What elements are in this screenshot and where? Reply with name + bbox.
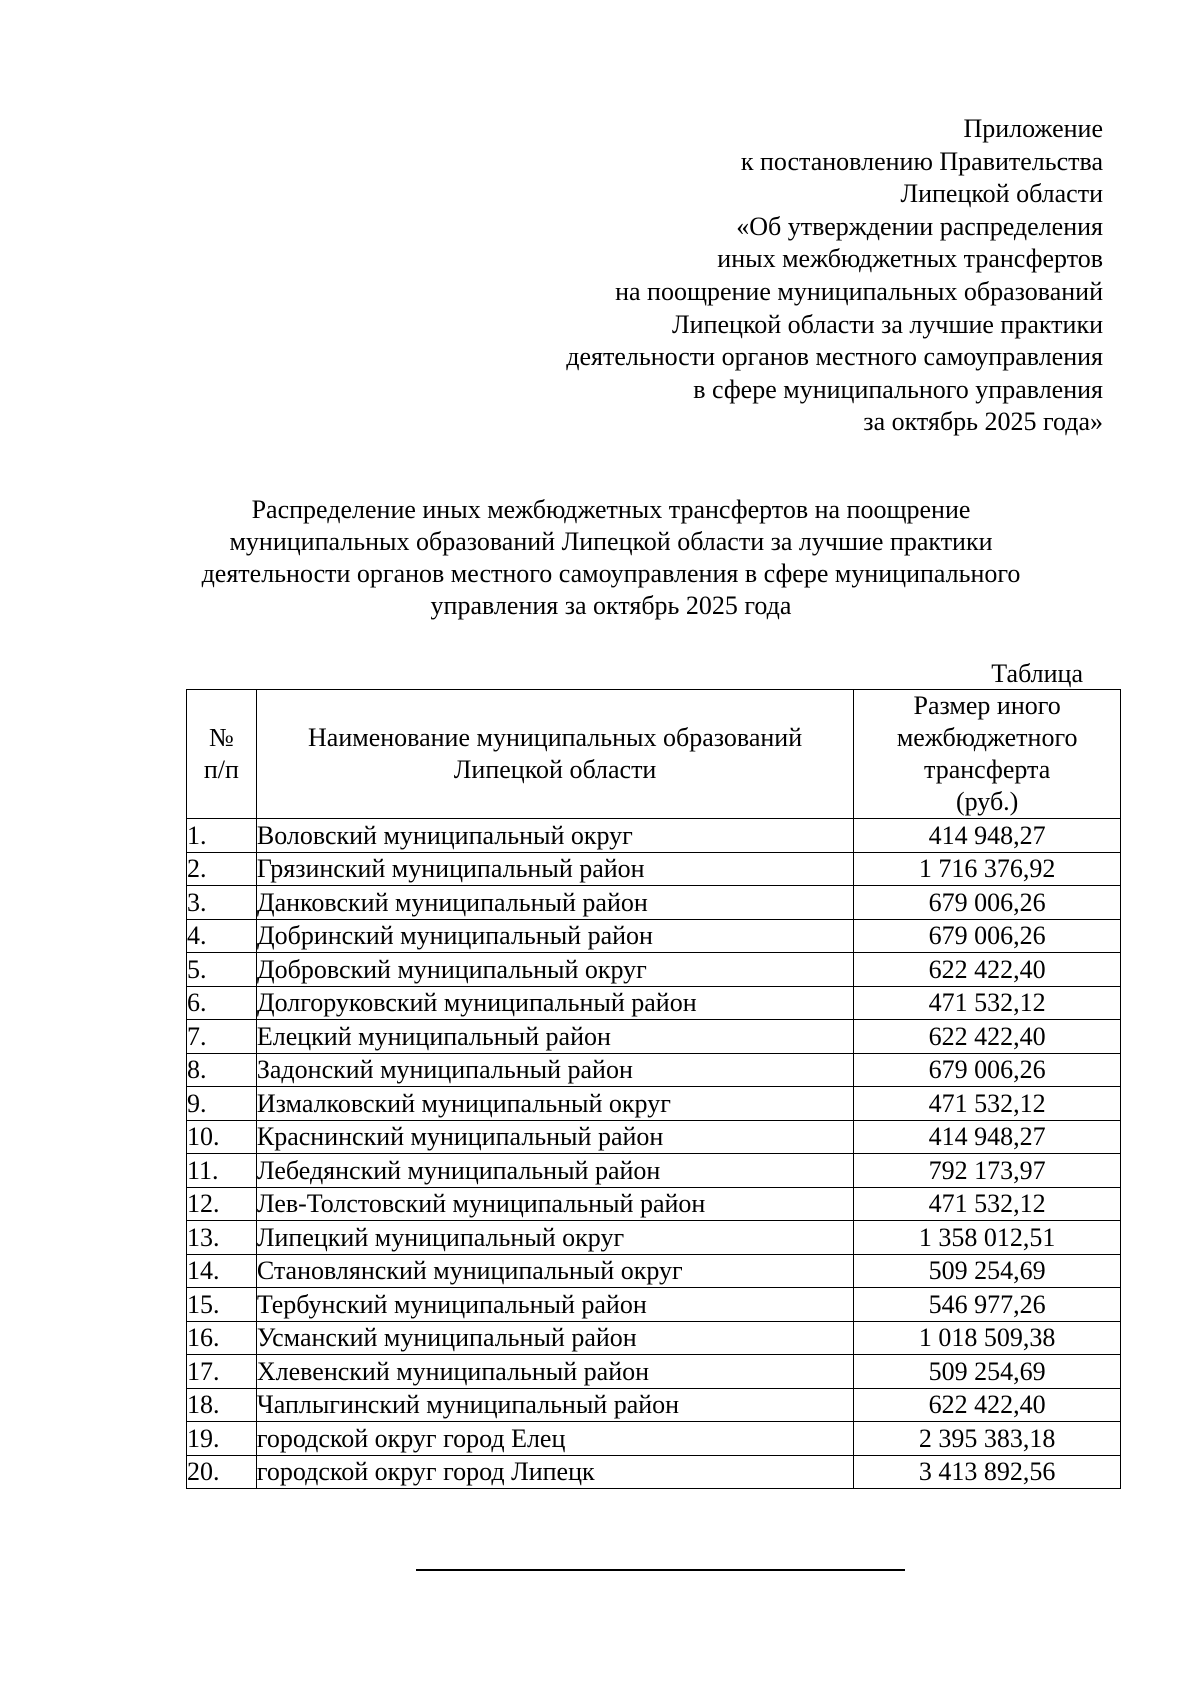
row-amount: 546 977,26	[854, 1288, 1121, 1322]
table-label: Таблица	[991, 659, 1083, 688]
row-amount: 471 532,12	[854, 1087, 1121, 1121]
header-number: № п/п	[187, 690, 257, 819]
table-row	[187, 1087, 1121, 1121]
header-name: Наименование муниципальных образований Липецкой области	[256, 690, 853, 819]
row-amount: 1 716 376,92	[854, 852, 1121, 886]
row-name: Данковский муниципальный район	[256, 886, 853, 920]
row-name: Становлянский муниципальный округ	[256, 1254, 853, 1288]
table-row	[187, 1187, 1121, 1221]
row-name: городской округ город Липецк	[256, 1455, 853, 1489]
row-name: Чаплыгинский муниципальный район	[256, 1388, 853, 1422]
row-name: Липецкий муниципальный округ	[256, 1221, 853, 1255]
row-amount: 622 422,40	[854, 1388, 1121, 1422]
row-name: Измалковский муниципальный округ	[256, 1087, 853, 1121]
appendix-line: деятельности органов местного самоуправления	[566, 342, 1103, 372]
appendix-line: Липецкой области за лучшие практики	[672, 309, 1103, 339]
row-amount: 679 006,26	[854, 1053, 1121, 1087]
row-name: Задонский муниципальный район	[256, 1053, 853, 1087]
row-name: городской округ город Елец	[256, 1422, 853, 1456]
row-number: 3.	[187, 886, 257, 920]
row-amount: 471 532,12	[854, 1187, 1121, 1221]
appendix-line: «Об утверждении распределения	[736, 211, 1103, 241]
row-amount: 622 422,40	[854, 1020, 1121, 1054]
row-number: 18.	[187, 1388, 257, 1422]
table-row	[187, 886, 1121, 920]
distribution-table	[186, 689, 1121, 1489]
table-row	[187, 1020, 1121, 1054]
row-number: 19.	[187, 1422, 257, 1456]
row-number: 17.	[187, 1355, 257, 1389]
appendix-line: Приложение	[963, 114, 1103, 143]
row-amount: 3 413 892,56	[854, 1455, 1121, 1489]
header-amount: Размер иного межбюджетного трансферта (руб.)	[854, 690, 1121, 819]
row-number: 8.	[187, 1053, 257, 1087]
table-row	[187, 1154, 1121, 1188]
row-name: Елецкий муниципальный район	[256, 1020, 853, 1054]
row-number: 7.	[187, 1020, 257, 1054]
row-amount: 509 254,69	[854, 1355, 1121, 1389]
table-row	[187, 1422, 1121, 1456]
row-number: 9.	[187, 1087, 257, 1121]
table-row	[187, 852, 1121, 886]
document-title	[175, 494, 1047, 622]
row-name: Лебедянский муниципальный район	[256, 1154, 853, 1188]
row-number: 13.	[187, 1221, 257, 1255]
row-amount: 679 006,26	[854, 886, 1121, 920]
table-row	[187, 819, 1121, 853]
appendix-line: на поощрение муниципальных образований	[615, 276, 1103, 306]
appendix-line: к постановлению Правительства	[740, 146, 1103, 176]
appendix-line: в сфере муниципального управления	[693, 374, 1103, 404]
table-row	[187, 1355, 1121, 1389]
row-number: 10.	[187, 1120, 257, 1154]
row-amount: 1 358 012,51	[854, 1221, 1121, 1255]
table-row	[187, 1288, 1121, 1322]
row-number: 4.	[187, 919, 257, 953]
appendix-line: за октябрь 2025 года»	[863, 407, 1103, 437]
row-name: Грязинский муниципальный район	[256, 852, 853, 886]
row-name: Тербунский муниципальный район	[256, 1288, 853, 1322]
row-number: 14.	[187, 1254, 257, 1288]
title-line: муниципальных образований Липецкой области за лучшие практики	[229, 527, 993, 556]
row-name: Долгоруковский муниципальный район	[256, 986, 853, 1020]
table-row	[187, 1321, 1121, 1355]
row-number: 15.	[187, 1288, 257, 1322]
row-amount: 471 532,12	[854, 986, 1121, 1020]
row-number: 5.	[187, 953, 257, 987]
row-name: Хлевенский муниципальный район	[256, 1355, 853, 1389]
closing-rule	[416, 1569, 905, 1571]
row-number: 12.	[187, 1187, 257, 1221]
title-line: управления за октябрь 2025 года	[430, 591, 792, 620]
appendix-line: Липецкой области	[900, 179, 1103, 209]
row-amount: 414 948,27	[854, 819, 1121, 853]
row-amount: 622 422,40	[854, 953, 1121, 987]
table-row	[187, 919, 1121, 953]
table-body	[187, 819, 1121, 1489]
row-name: Добринский муниципальный район	[256, 919, 853, 953]
row-number: 11.	[187, 1154, 257, 1188]
row-name: Воловский муниципальный округ	[256, 819, 853, 853]
row-name: Лев-Толстовский муниципальный район	[256, 1187, 853, 1221]
table-row	[187, 1455, 1121, 1489]
table-row	[187, 1053, 1121, 1087]
appendix-line: иных межбюджетных трансфертов	[717, 244, 1103, 274]
row-number: 1.	[187, 819, 257, 853]
row-amount: 414 948,27	[854, 1120, 1121, 1154]
table-row	[187, 1120, 1121, 1154]
row-number: 6.	[187, 986, 257, 1020]
table-row	[187, 1254, 1121, 1288]
row-number: 20.	[187, 1455, 257, 1489]
appendix-reference	[566, 113, 1103, 439]
row-amount: 509 254,69	[854, 1254, 1121, 1288]
table-header-row	[187, 690, 1121, 819]
row-number: 16.	[187, 1321, 257, 1355]
table-row	[187, 1221, 1121, 1255]
table-row	[187, 1388, 1121, 1422]
title-line: Распределение иных межбюджетных трансфертов на поощрение	[251, 495, 971, 524]
row-name: Краснинский муниципальный район	[256, 1120, 853, 1154]
row-amount: 792 173,97	[854, 1154, 1121, 1188]
row-amount: 679 006,26	[854, 919, 1121, 953]
title-line: деятельности органов местного самоуправления в сфере муниципального	[201, 559, 1021, 588]
row-amount: 1 018 509,38	[854, 1321, 1121, 1355]
row-name: Усманский муниципальный район	[256, 1321, 853, 1355]
table-row	[187, 986, 1121, 1020]
row-name: Добровский муниципальный округ	[256, 953, 853, 987]
row-number: 2.	[187, 852, 257, 886]
row-amount: 2 395 383,18	[854, 1422, 1121, 1456]
table-row	[187, 953, 1121, 987]
